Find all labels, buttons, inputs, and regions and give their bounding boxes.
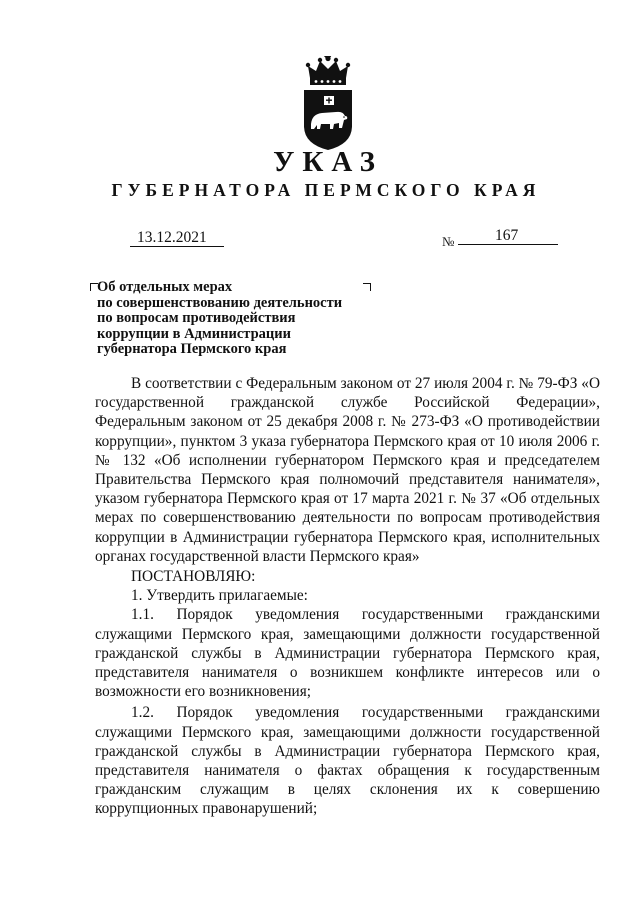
document-title: УКАЗ [273, 146, 383, 178]
subject-line: губернатора Пермского края [97, 341, 287, 357]
item-1-1: 1.1. Порядок уведомления государственными гражданскими служащими Пермского края, замещающими должности государственной гражданской службы в Администрации губернатора Пермского края, представителя нанимателя о возникшем конфликте интересов или о возможности его возникновения; [95, 606, 600, 701]
document-date: 13.12.2021 [137, 229, 207, 246]
document-number: 167 [495, 227, 519, 244]
preamble-paragraph: В соответствии с Федеральным законом от 27 июля 2004 г. № 79-ФЗ «О государственной гражданской службе Российской Федерации», Федеральным законом от 25 декабря 2008 г. № 273-ФЗ «О противодействии коррупции», пунктом 3 указа губернатора Пермского края от 10 июля 2006 г. № 132 «Об исполнении губернатором Пермского края и председателем Правительства Пермского края полномочий представителя нанимателя», указом губернатора Пермского края от 17 марта 2021 г. № 37 «Об отдельных мерах по совершенствованию деятельности по вопросам противодействия коррупции в Администрации губернатора Пермского края, исполнительных органах государственной власти Пермского края» [95, 375, 600, 565]
document-body [95, 374, 600, 819]
subject-bracket-right [363, 283, 371, 291]
document-subtitle: ГУБЕРНАТОРА ПЕРМСКОГО КРАЯ [111, 180, 541, 200]
subject-line: по совершенствованию деятельности [97, 294, 343, 311]
subject-line: коррупции в Администрации [97, 325, 291, 342]
item-1: 1. Утвердить прилагаемые: [131, 587, 308, 605]
number-sign: № [442, 234, 455, 249]
decree-word: ПОСТАНОВЛЯЮ: [131, 568, 256, 586]
date-underline [130, 246, 224, 247]
subject-line: Об отдельных мерах [97, 279, 233, 295]
subject-line: по вопросам противодействия [97, 310, 296, 326]
item-1-2: 1.2. Порядок уведомления государственными гражданскими служащими Пермского края, замещающими должности государственной гражданской службы в Администрации губернатора Пермского края, представителя нанимателя о фактах обращения к государственным гражданским служащим в целях склонения их к совершению коррупционных правонарушений; [95, 704, 600, 818]
perm-krai-coat-of-arms-icon [296, 56, 360, 152]
document-subject [97, 280, 342, 358]
number-underline [458, 244, 558, 245]
